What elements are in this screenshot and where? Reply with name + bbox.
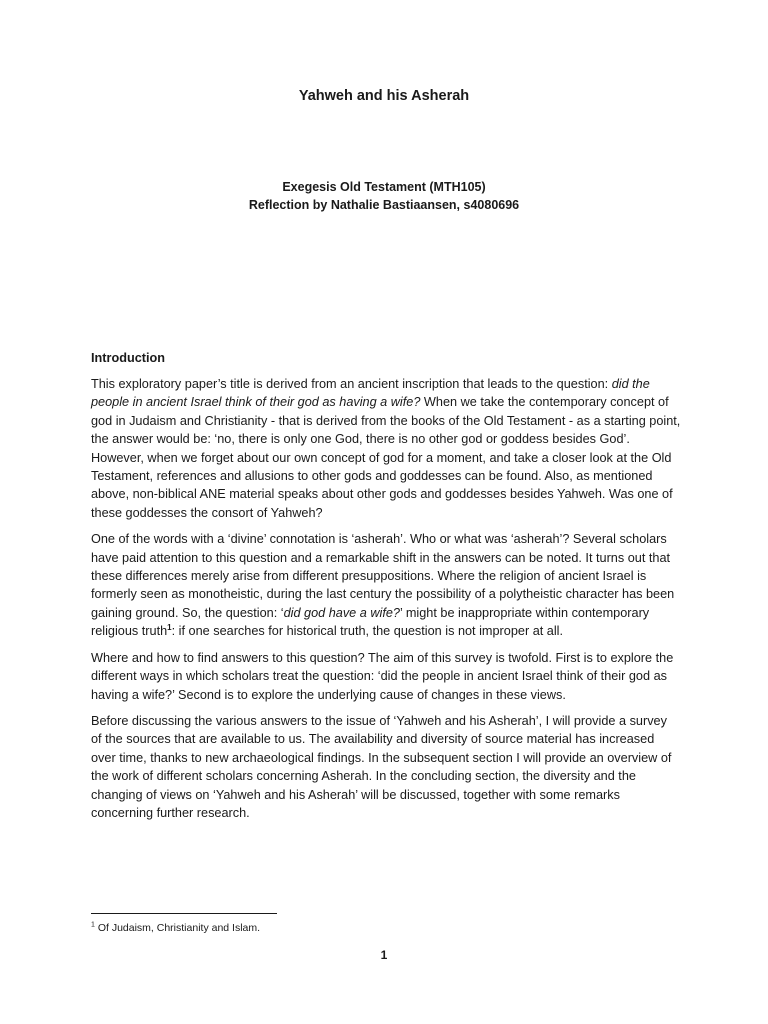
paragraph-1-text-a: This exploratory paper’s title is derived from an ancient inscription that leads to the question:	[91, 377, 612, 391]
paragraph-2-text-a: One of the words with a ‘divine’ connotation is ‘asherah’. Who or what was ‘asherah’? Several scholars have paid attention to this question and a remarkable shift in the answers can be noted. It turns out that these differences merely arise from different presuppositions. Where the religion of ancient Israel is formerly seen as monotheistic, during the last century the possibility of a polytheistic character has been gaining ground. So, the question: ‘	[91, 532, 675, 620]
course-line: Exegesis Old Testament (MTH105)	[282, 180, 486, 194]
paragraph-1	[91, 375, 681, 522]
author-line: Reflection by Nathalie Bastiaansen, s4080696	[248, 198, 520, 212]
footnote-number: 1	[91, 921, 95, 929]
introduction-section	[91, 349, 681, 830]
paragraph-1-text-b: When we take the contemporary concept of god in Judaism and Christianity - that is derived from the books of the Old Testament - as a starting point, the answer would be: ‘no, there is only one God, there is no other god or goddess besides God’. However, when we forget about our own concept of god for a moment, and take a closer look at the Old Testament, references and allusions to other gods and goddesses can be found. Also, as mentioned above, non-biblical ANE material speaks about other gods and goddesses besides Yahweh. Was one of these goddesses the consort of Yahweh?	[91, 395, 681, 520]
document-title: Yahweh and his Asherah	[298, 88, 470, 104]
page-number: 1	[380, 948, 388, 962]
footnote-text: Of Judaism, Christianity and Islam.	[94, 922, 261, 934]
section-heading: Introduction	[91, 351, 165, 365]
paragraph-2-text-b: ’ might be inappropriate within contemporary religious truth	[91, 605, 650, 639]
paragraph-2-question: did god have a wife?	[283, 605, 400, 620]
paragraph-4: Before discussing the various answers to the issue of ‘Yahweh and his Asherah’, I will provide a survey of the sources that are available to us. The availability and diversity of source material has increased over time, thanks to new archaeological findings. In the subsequent section I will provide an overview of the work of different scholars concerning Asherah. In the concluding section, the diversity and the changing of views on ‘Yahweh and his Asherah’ will be discussed, together with some remarks concerning further research.	[91, 713, 672, 820]
paragraph-3: Where and how to find answers to this question? The aim of this survey is twofold. First is to explore the different ways in which scholars treat the question: ‘did the people in ancient Israel think of their god as having a wife?’ Second is to explore the underlying cause of changes in these views.	[91, 650, 674, 702]
footnote-reference[interactable]: 1	[167, 623, 172, 633]
paragraph-2-text-c: : if one searches for historical truth, the question is not improper at all.	[171, 624, 564, 639]
footnote-separator	[91, 913, 277, 914]
footnote	[91, 921, 260, 935]
paragraph-1-question: did the people in ancient Israel think of their god as having a wife?	[91, 377, 650, 410]
paragraph-2	[91, 530, 681, 640]
